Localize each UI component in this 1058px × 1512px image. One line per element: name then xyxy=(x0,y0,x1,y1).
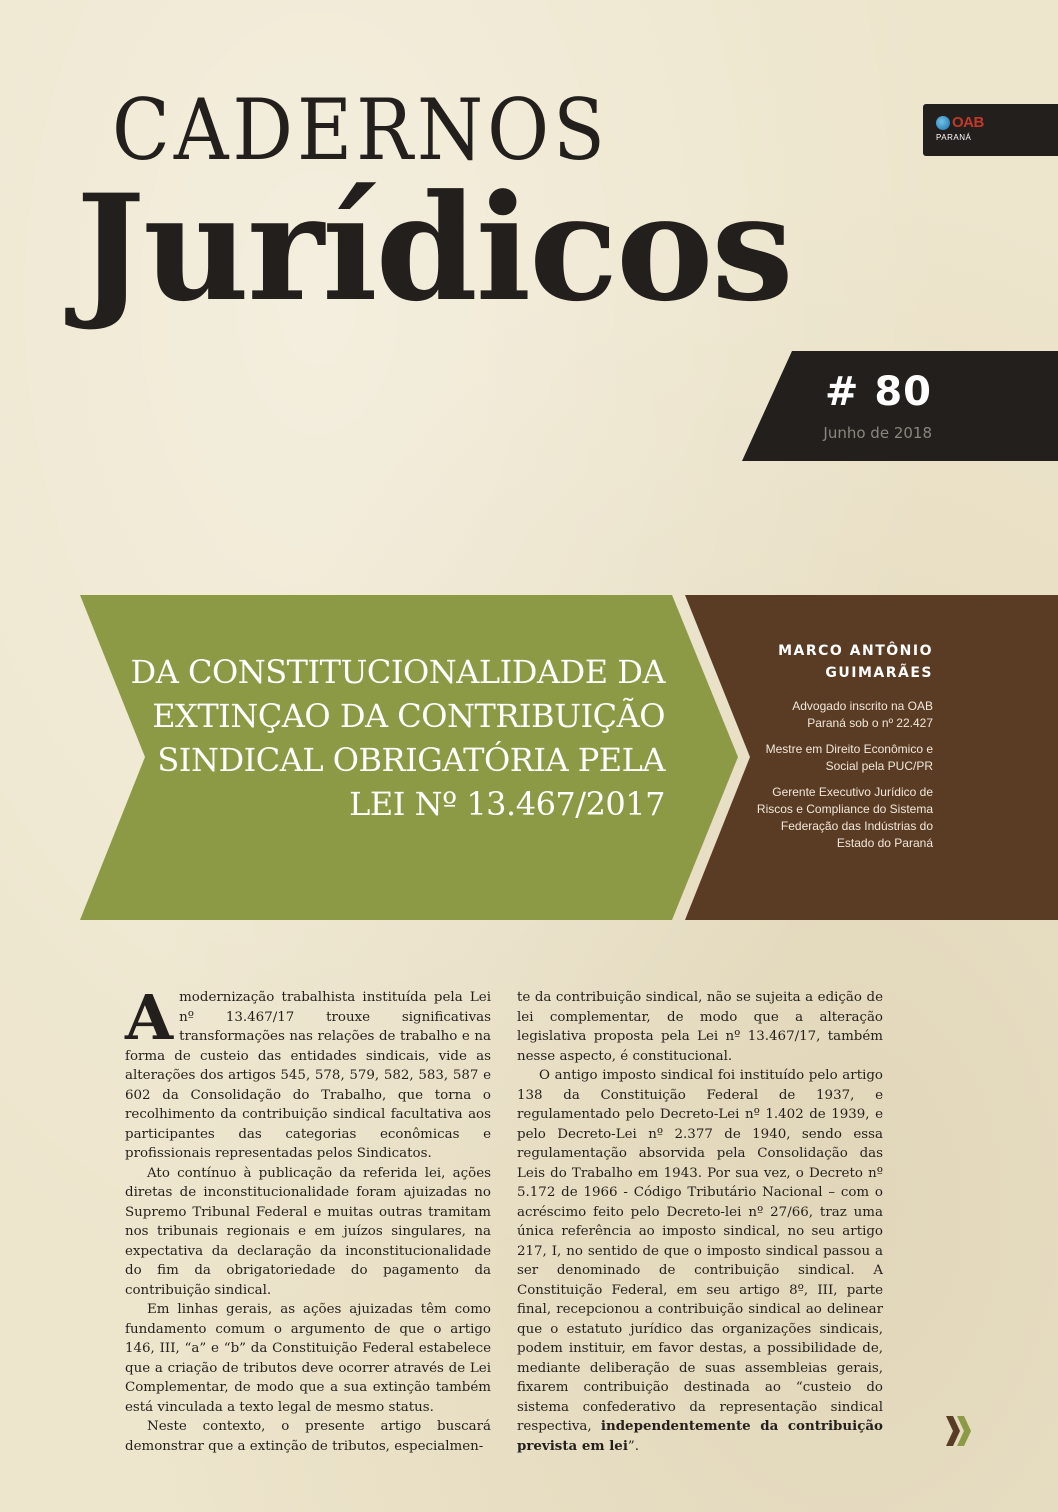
logo-mark xyxy=(936,114,986,144)
body-paragraph xyxy=(125,981,491,1164)
author-bio-1: Advogado inscrito na OAB Paraná sob o nº 22.427 xyxy=(792,699,933,730)
paragraph-text: modernização trabalhista instituída pela Lei nº 13.467/17 trouxe significativas transformações nas relações de trabalho e na forma de custeio das entidades sindicais, vide as alterações dos artigos 545, 578, 579, 582, 583, 587 e 602 da Consolidação do Trabalho, que torna o recolhimento da contribuição sindical facultativa aos participantes das categorias econômicas e profissionais representadas pelos Sindicatos. xyxy=(125,990,491,1161)
body-column-1 xyxy=(125,981,491,1456)
double-chevron-right-icon[interactable] xyxy=(946,1416,972,1446)
logo-text: OAB xyxy=(952,114,984,131)
issue-date: Junho de 2018 xyxy=(823,424,932,442)
author-box xyxy=(755,640,933,861)
author-name-line2: GUIMARÃES xyxy=(825,665,933,681)
body-paragraph xyxy=(517,1066,883,1456)
author-bio-3: Gerente Executivo Jurídico de Riscos e Compliance do Sistema Federação das Indústrias do Estado do Paraná xyxy=(756,785,933,850)
logo-subtext: PARANÁ xyxy=(936,133,972,142)
body-paragraph: Neste contexto, o presente artigo buscará demonstrar que a extinção de tributos, especialmen- xyxy=(125,1419,491,1454)
masthead-title-line1: CADERNOS xyxy=(112,81,609,179)
paragraph-end: ”. xyxy=(627,1438,640,1454)
body-paragraph: te da contribuição sindical, não se sujeita a edição de lei complementar, de modo que a alteração legislativa proposta pela Lei nº 13.467/17, também nesse aspecto, é constitucional. xyxy=(517,990,883,1064)
article-title: DA CONSTITUCIONALIDADE DA EXTINÇAO DA CONTRIBUIÇÃO SINDICAL OBRIGATÓRIA PELA LEI Nº 13.467/2017 xyxy=(130,653,665,823)
globe-icon xyxy=(936,116,950,130)
emphasis-text: independentemente da contribuição prevista em lei xyxy=(517,1418,883,1454)
body-paragraph: Ato contínuo à publicação da referida lei, ações diretas de inconstitucionalidade foram ajuizadas no Supremo Tribunal Federal e muitas outras tramitam nos tribunais regionais e em juízos singulares, na expectativa da declaração da inconstitucionalidade do fim da obrigatoriedade do pagamento da contribuição sindical. xyxy=(125,1165,491,1298)
author-bio-2: Mestre em Direito Econômico e Social pela PUC/PR xyxy=(765,742,933,773)
oab-logo xyxy=(923,104,1058,156)
issue-number: # 80 xyxy=(824,369,932,415)
body-column-2 xyxy=(517,988,883,1456)
author-name-line1: MARCO ANTÔNIO xyxy=(778,643,933,659)
masthead-title-line2: Jurídicos xyxy=(76,163,792,334)
drop-cap: A xyxy=(125,981,174,1054)
body-paragraph: Em linhas gerais, as ações ajuizadas têm como fundamento comum o argumento de que o artigo 146, III, “a” e “b” da Constituição Federal estabelece que a criação de tributos deve ocorrer através de Lei Complementar, de modo que a sua extinção também está vinculada a texto legal de mesmo status. xyxy=(125,1302,491,1415)
author-name xyxy=(755,640,933,684)
paragraph-text: O antigo imposto sindical foi instituído pelo artigo 138 da Constituição Federal de 1937, e regulamentado pelo Decreto-Lei nº 1.402 de 1939, e pelo Decreto-Lei nº 2.377 de 1940, sendo essa regulamentação absorvida pela Consolidação das Leis do Trabalho em 1943. Por sua vez, o Decreto nº 5.172 de 1966 - Código Tributário Nacional – com o acréscimo feito pelo Decreto-lei nº 27/66, traz uma única referência ao imposto sindical, no seu artigo 217, I, no sentido de que o imposto sindical passou a ser denominado de contribuição sindical. A Constituição Federal, em seu artigo 8º, III, parte final, recepcionou a contribuição sindical ao delinear que o estatuto jurídico das organizações sindicais, podem instituir, em favor destas, a possibilidade de, mediante deliberação de suas assembleias gerais, fixarem contribuição destinada ao “custeio do sistema confederativo da representação sindical respectiva, xyxy=(517,1068,883,1434)
